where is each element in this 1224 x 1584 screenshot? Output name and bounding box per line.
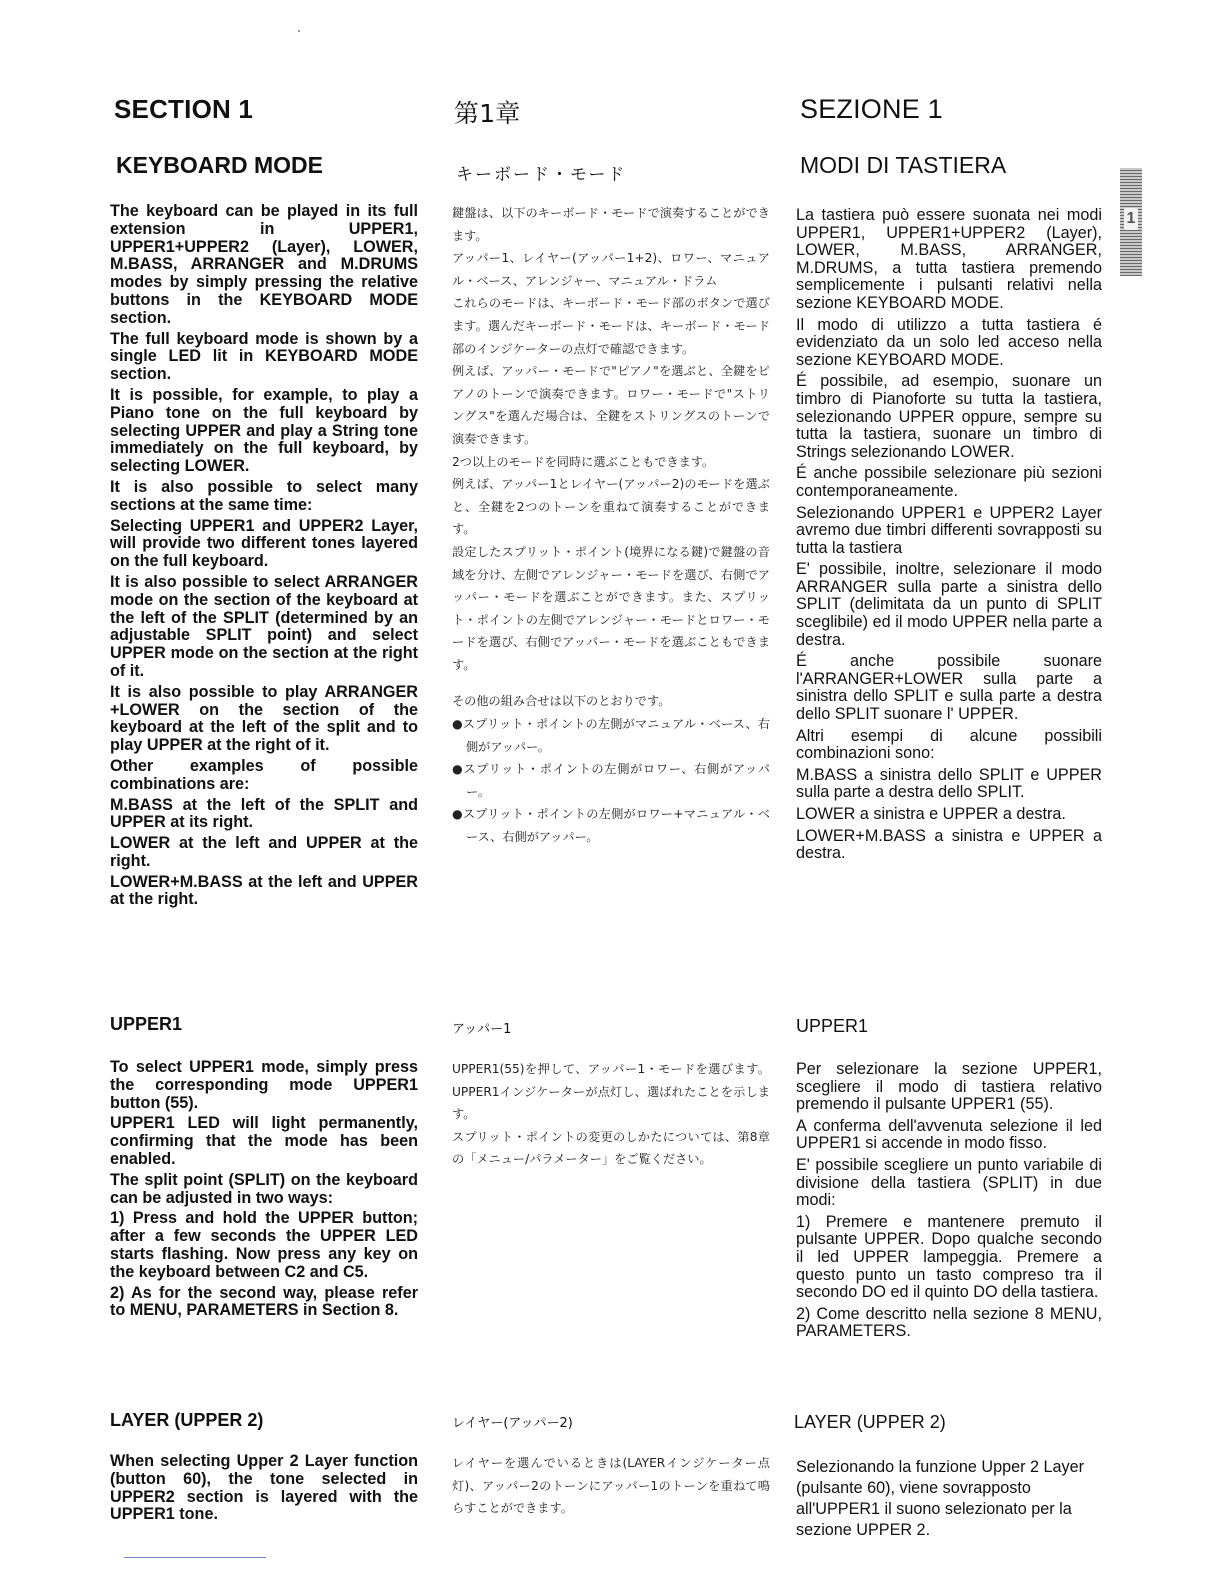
paragraph: Selecting UPPER1 and UPPER2 Layer, will provide two different tones layered on the full keyboard. [110, 516, 418, 571]
layer-title-it: LAYER (UPPER 2) [794, 1412, 946, 1432]
paragraph: La tastiera può essere suonata nei modi UPPER1, UPPER1+UPPER2 (Layer), LOWER, M.BASS, ARRANGER, M.DRUMS, a tutta tastiera premendo semplicemente i pulsanti relativi nella sezione KEYBOARD MODE. [796, 206, 1102, 312]
paragraph: 2つ以上のモードを同時に選ぶこともできます。 [452, 454, 715, 469]
paragraph: 設定したスプリット・ポイント(境界になる鍵)で鍵盤の音域を分け、左側でアレンジャー・モードを選び、右側でアッパー・モードを選ぶことができます。また、スプリット・ポイントの左側でアレンジャー・モードとロワー・モードを選び、右側でアッパー・モードを選ぶこともできます。 [452, 544, 770, 672]
paragraph: The split point (SPLIT) on the keyboard can be adjusted in two ways: [110, 1170, 418, 1207]
paragraph: A conferma dell'avvenuta selezione il led UPPER1 si accende in modo fisso. [796, 1116, 1102, 1153]
layer-text-en [110, 1453, 418, 1527]
upper1-text-jp [452, 1058, 770, 1171]
paragraph: Other examples of possible combinations are: [110, 756, 418, 793]
upper1-title-jp: アッパー1 [452, 1022, 512, 1037]
paragraph: 例えば、アッパー・モードで"ピアノ"を選ぶと、全鍵をピアノのトーンで演奏できます。ロワー・モードで"ストリングス"を選んだ場合は、全鍵をストリングスのトーンで演奏できます。 [452, 364, 770, 446]
keyboard-mode-title-en: KEYBOARD MODE [116, 152, 324, 178]
paragraph: 2) As for the second way, please refer to MENU, PARAMETERS in Section 8. [110, 1283, 418, 1320]
keyboard-mode-title-jp: キーボード・モード [456, 165, 627, 185]
paragraph: It is also possible to play ARRANGER +LOWER on the section of the keyboard at the left of the split and to play UPPER at the right of it. [110, 682, 418, 755]
paragraph: It is also possible to select many sections at the same time: [110, 477, 418, 514]
layer-text-it [796, 1457, 1100, 1545]
keyboard-mode-title-it: MODI DI TASTIERA [800, 152, 1007, 178]
paragraph: É anche possibile selezionare più sezioni contemporaneamente. [796, 464, 1102, 500]
section-tab-marker [1120, 168, 1142, 276]
paragraph: LOWER+M.BASS at the left and UPPER at the right. [110, 872, 418, 909]
paragraph: É anche possibile suonare l'ARRANGER+LOWER sulla parte a sinistra dello SPLIT e sulla parte a destra dello SPLIT suonare l' UPPER. [796, 652, 1102, 724]
layer-text-jp [452, 1452, 770, 1520]
keyboard-mode-text-en [110, 203, 418, 912]
paragraph: これらのモードは、キーボード・モード部のボタンで選びます。選んだキーボード・モードは、キーボード・モード部のインジケーターの点灯で確認できます。 [452, 296, 770, 356]
paragraph: Per selezionare la sezione UPPER1, scegliere il modo di tastiera relativo premendo il pulsante UPPER1 (55). [796, 1060, 1102, 1114]
upper1-title-en: UPPER1 [110, 1014, 183, 1034]
paragraph: M.BASS at the left of the SPLIT and UPPER at its right. [110, 795, 418, 832]
paragraph: E' possibile, inoltre, selezionare il modo ARRANGER sulla parte a sinistra dello SPLIT (delimitata da un punto di SPLIT sceglibile) ed il modo UPPER nella parte a destra. [796, 560, 1102, 649]
upper1-text-en [110, 1059, 418, 1323]
paragraph: UPPER1 LED will light permanently, confirming that the mode has been enabled. [110, 1114, 418, 1168]
paragraph: 1) Premere e mantenere premuto il pulsante UPPER. Dopo qualche secondo il led UPPER lampeggia. Premere a questo punto un tasto compreso tra il secondo DO ed il quinto DO della tastiera. [796, 1212, 1102, 1302]
paragraph: Il modo di utilizzo a tutta tastiera é evidenziato da un solo led acceso nella sezione KEYBOARD MODE. [796, 315, 1102, 369]
bottom-rule [124, 1557, 266, 1558]
bullet-item: ●スプリット・ポイントの左側がロワー、右側がアッパー。 [452, 762, 770, 799]
section-title-jp: 第1章 [454, 99, 521, 128]
bullet-item: ●スプリット・ポイントの左側がロワー+マニュアル・ベース、右側がアッパー。 [452, 807, 770, 845]
layer-title-en: LAYER (UPPER 2) [110, 1410, 264, 1430]
paragraph: M.BASS a sinistra dello SPLIT e UPPER sulla parte a destra dello SPLIT. [796, 765, 1102, 802]
paragraph: Altri esempi di alcune possibili combinazioni sono: [796, 726, 1102, 763]
paragraph: アッパー1、レイヤー(アッパー1+2)、ロワー、マニュアル・ベース、アレンジャー、マニュアル・ドラム [452, 251, 770, 288]
section-tab-number: 1 [1124, 208, 1138, 230]
paragraph: É possibile, ad esempio, suonare un timbro di Pianoforte su tutta la tastiera, selezionando UPPER oppure, sempre su tutta la tastiera, suonare un timbro di Strings selezionando LOWER. [796, 372, 1102, 461]
paragraph: Selezionando la funzione Upper 2 Layer (pulsante 60), viene sovrapposto all'UPPER1 il suono selezionato per la sezione UPPER 2. [796, 1458, 1084, 1539]
keyboard-mode-text-it [796, 207, 1102, 867]
paragraph: It is possible, for example, to play a Piano tone on the full keyboard by selecting UPPER and play a String tone immediately on the full keyboard, by selecting LOWER. [110, 385, 418, 476]
paragraph: LOWER+M.BASS a sinistra e UPPER a destra. [796, 826, 1102, 863]
layer-title-jp: レイヤー(アッパー2) [452, 1416, 573, 1431]
section-title-en: SECTION 1 [114, 94, 254, 124]
paragraph: E' possibile scegliere un punto variabile di divisione della tastiera (SPLIT) in due modi: [796, 1155, 1102, 1210]
upper1-text-it [796, 1061, 1102, 1345]
keyboard-mode-text-jp [452, 202, 770, 849]
paragraph: レイヤーを選んでいるときは(LAYERインジケーター点灯)、アッパー2のトーンにアッパー1のトーンを重ねて鳴らすことができます。 [452, 1456, 770, 1516]
paragraph: 例えば、アッパー1とレイヤー(アッパー2)のモードを選ぶと、全鍵を2つのトーンを重ねて演奏することができます。 [452, 477, 770, 537]
paragraph: LOWER a sinistra e UPPER a destra. [796, 805, 1066, 823]
paragraph: Selezionando UPPER1 e UPPER2 Layer avremo due timbri differenti sovrapposti su tutta la tastiera [796, 503, 1102, 557]
paragraph: The keyboard can be played in its full extension in UPPER1, UPPER1+UPPER2 (Layer), LOWER, M.BASS, ARRANGER and M.DRUMS modes by simply pressing the relative buttons in the KEYBOARD MODE section. [110, 202, 418, 327]
paragraph: 2) Come descritto nella sezione 8 MENU, PARAMETERS. [796, 1304, 1102, 1341]
paragraph: その他の組み合せは以下のとおりです。 [452, 694, 671, 709]
paragraph: The full keyboard mode is shown by a single LED lit in KEYBOARD MODE section. [110, 329, 418, 384]
bullet-item: ●スプリット・ポイントの左側がマニュアル・ベース、右側がアッパー。 [452, 717, 770, 754]
paragraph: When selecting Upper 2 Layer function (button 60), the tone selected in UPPER2 section is layered with the UPPER1 tone. [110, 1452, 418, 1524]
paragraph: It is also possible to select ARRANGER mode on the section of the keyboard at the left of the SPLIT (determined by an adjustable SPLIT point) and select UPPER mode on the section at the right of it. [110, 572, 418, 680]
paragraph: 鍵盤は、以下のキーボード・モードで演奏することができます。 [452, 206, 770, 243]
paragraph: To select UPPER1 mode, simply press the corresponding mode UPPER1 button (55). [110, 1058, 418, 1112]
paragraph: LOWER at the left and UPPER at the right. [110, 834, 418, 870]
paragraph: UPPER1(55)を押して、アッパー1・モードを選びます。UPPER1インジケーターが点灯し、選ばれたことを示します。 [452, 1062, 770, 1122]
speck-mark [298, 30, 300, 32]
upper1-title-it: UPPER1 [796, 1016, 869, 1036]
paragraph: 1) Press and hold the UPPER button; after a few seconds the UPPER LED starts flashing. Now press any key on the keyboard between C2 and C5. [110, 1209, 418, 1281]
paragraph: スプリット・ポイントの変更のしかたについては、第8章の「メニュー/パラメーター」をご覧ください。 [452, 1129, 770, 1167]
section-title-it: SEZIONE 1 [800, 94, 943, 124]
